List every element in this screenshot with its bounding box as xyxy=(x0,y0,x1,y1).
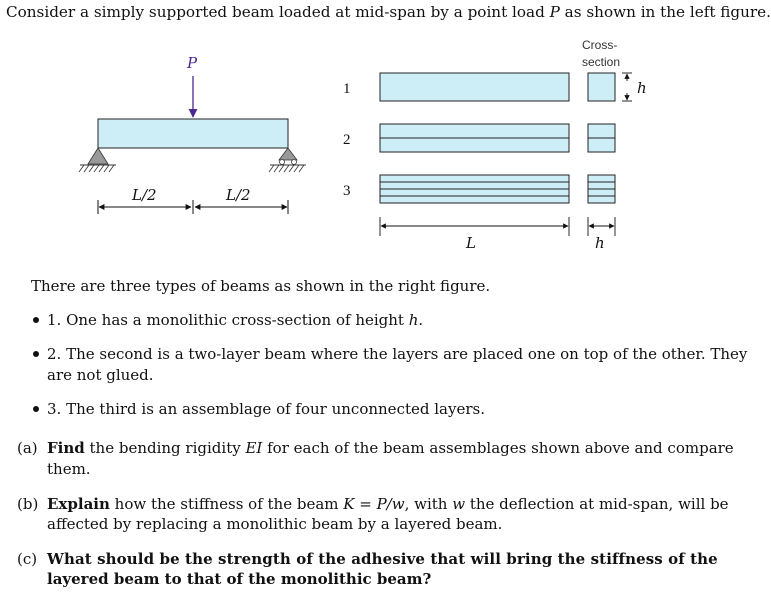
question-a-marker: (a) xyxy=(17,439,38,457)
beam-1-side xyxy=(380,73,569,101)
question-b-line-1: Explain how the stiffness of the beam K = P/w, with w the deflection at mid-span, will be xyxy=(47,495,729,513)
simply-supported-beam xyxy=(98,119,288,148)
load-label: P xyxy=(187,54,198,72)
height-label: h xyxy=(637,79,647,97)
item-2-line-1: 2. The second is a two-layer beam where the layers are placed one on top of the other. They xyxy=(47,345,748,363)
load-symbol: P xyxy=(549,3,560,21)
question-a-line-1: Find the bending rigidity EI for each of the beam assemblages shown above and compare xyxy=(47,439,734,457)
span-left-label: L/2 xyxy=(132,186,157,204)
bullet-2 xyxy=(33,351,39,357)
question-c-line-1: What should be the strength of the adhesive that will bring the stiffness of the xyxy=(47,550,718,568)
roller-support xyxy=(269,148,306,172)
question-c-line-2: layered beam to that of the monolithic beam? xyxy=(47,570,432,588)
height-dimension xyxy=(622,73,632,101)
question-b-line-2: affected by replacing a monolithic beam by a layered beam. xyxy=(47,515,503,533)
beam-figure xyxy=(0,0,725,270)
item-3: 3. The third is an assemblage of four unconnected layers. xyxy=(47,400,485,418)
span-dimension xyxy=(98,200,288,214)
cross-section-title-2: section xyxy=(582,55,621,69)
beam-number-1: 1 xyxy=(343,81,351,97)
item-2-line-2: are not glued. xyxy=(47,366,154,384)
intro-sentence: Consider a simply supported beam loaded at mid-span by a point load P as shown in the left figure. xyxy=(6,3,771,21)
beam-number-2: 2 xyxy=(343,132,351,148)
question-c-marker: (c) xyxy=(17,550,38,568)
width-label: h xyxy=(595,234,605,252)
item-1: 1. One has a monolithic cross-section of height h. xyxy=(47,311,424,329)
beam-number-3: 3 xyxy=(343,183,351,199)
bullet-1 xyxy=(33,317,39,323)
length-label: L xyxy=(466,234,476,252)
span-right-label: L/2 xyxy=(226,186,251,204)
beam-1-section xyxy=(588,73,615,101)
question-b-marker: (b) xyxy=(17,495,39,513)
cross-section-title-1: Cross- xyxy=(582,38,618,52)
pin-support xyxy=(79,148,116,172)
bullet-3 xyxy=(33,406,39,412)
question-a-line-2: them. xyxy=(47,460,91,478)
types-intro: There are three types of beams as shown in the right figure. xyxy=(31,277,491,295)
